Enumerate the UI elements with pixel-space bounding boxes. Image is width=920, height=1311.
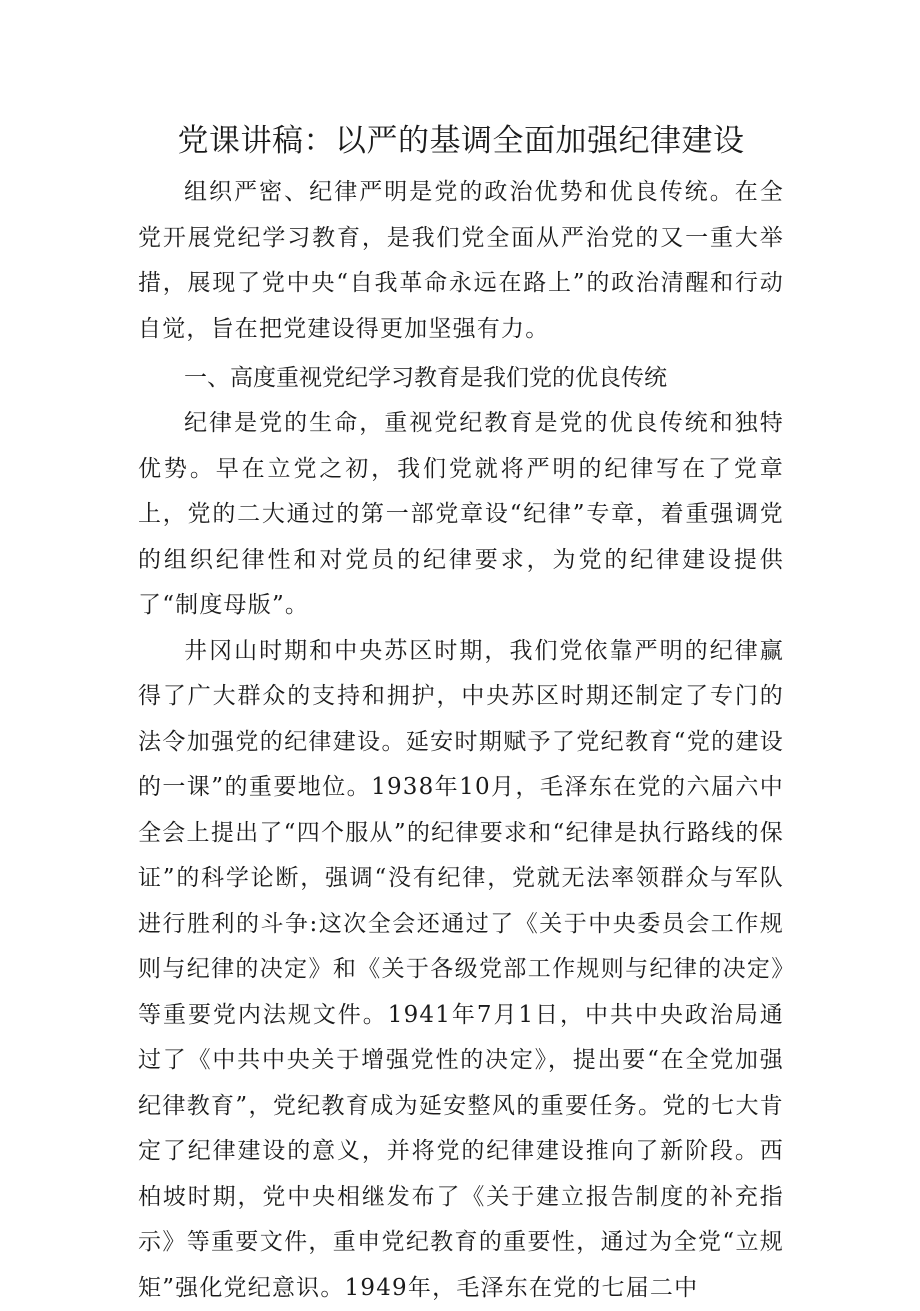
- document-body: [138, 118, 784, 1311]
- intro-paragraph: 组织严密、纪律严明是党的政治优势和优良传统。在全党开展党纪学习教育，是我们党全面从严治党的又一重大举措，展现了党中央“自我革命永远在路上”的政治清醒和行动自觉，旨在把党建设得更加坚强有力。: [138, 170, 784, 352]
- document-title: 党课讲稿：以严的基调全面加强纪律建设: [138, 118, 784, 164]
- section-1-paragraph-1: 纪律是党的生命，重视党纪教育是党的优良传统和独特优势。早在立党之初，我们党就将严明的纪律写在了党章上，党的二大通过的第一部党章设“纪律”专章，着重强调党的组织纪律性和对党员的纪律要求，为党的纪律建设提供了“制度母版”。: [138, 401, 784, 629]
- section-1-paragraph-2: 井冈山时期和中央苏区时期，我们党依靠严明的纪律赢得了广大群众的支持和拥护，中央苏区时期还制定了专门的法令加强党的纪律建设。延安时期赋予了党纪教育“党的建设的一课”的重要地位。1938年10月，毛泽东在党的六届六中全会上提出了“四个服从”的纪律要求和“纪律是执行路线的保证”的科学论断，强调“没有纪律，党就无法率领群众与军队进行胜利的斗争:这次全会还通过了《关于中央委员会工作规则与纪律的决定》和《关于各级党部工作规则与纪律的决定》等重要党内法规文件。1941年7月1日，中共中央政治局通过了《中共中央关于增强党性的决定》，提出要“在全党加强纪律教育”，党纪教育成为延安整风的重要任务。党的七大肯定了纪律建设的意义，并将党的纪律建设推向了新阶段。西柏坡时期，党中央相继发布了《关于建立报告制度的补充指示》等重要文件，重申党纪教育的重要性，通过为全党“立规矩”强化党纪意识。1949年，毛泽东在党的七届二中: [138, 629, 784, 1311]
- section-heading-1: 一、高度重视党纪学习教育是我们党的优良传统: [138, 356, 784, 401]
